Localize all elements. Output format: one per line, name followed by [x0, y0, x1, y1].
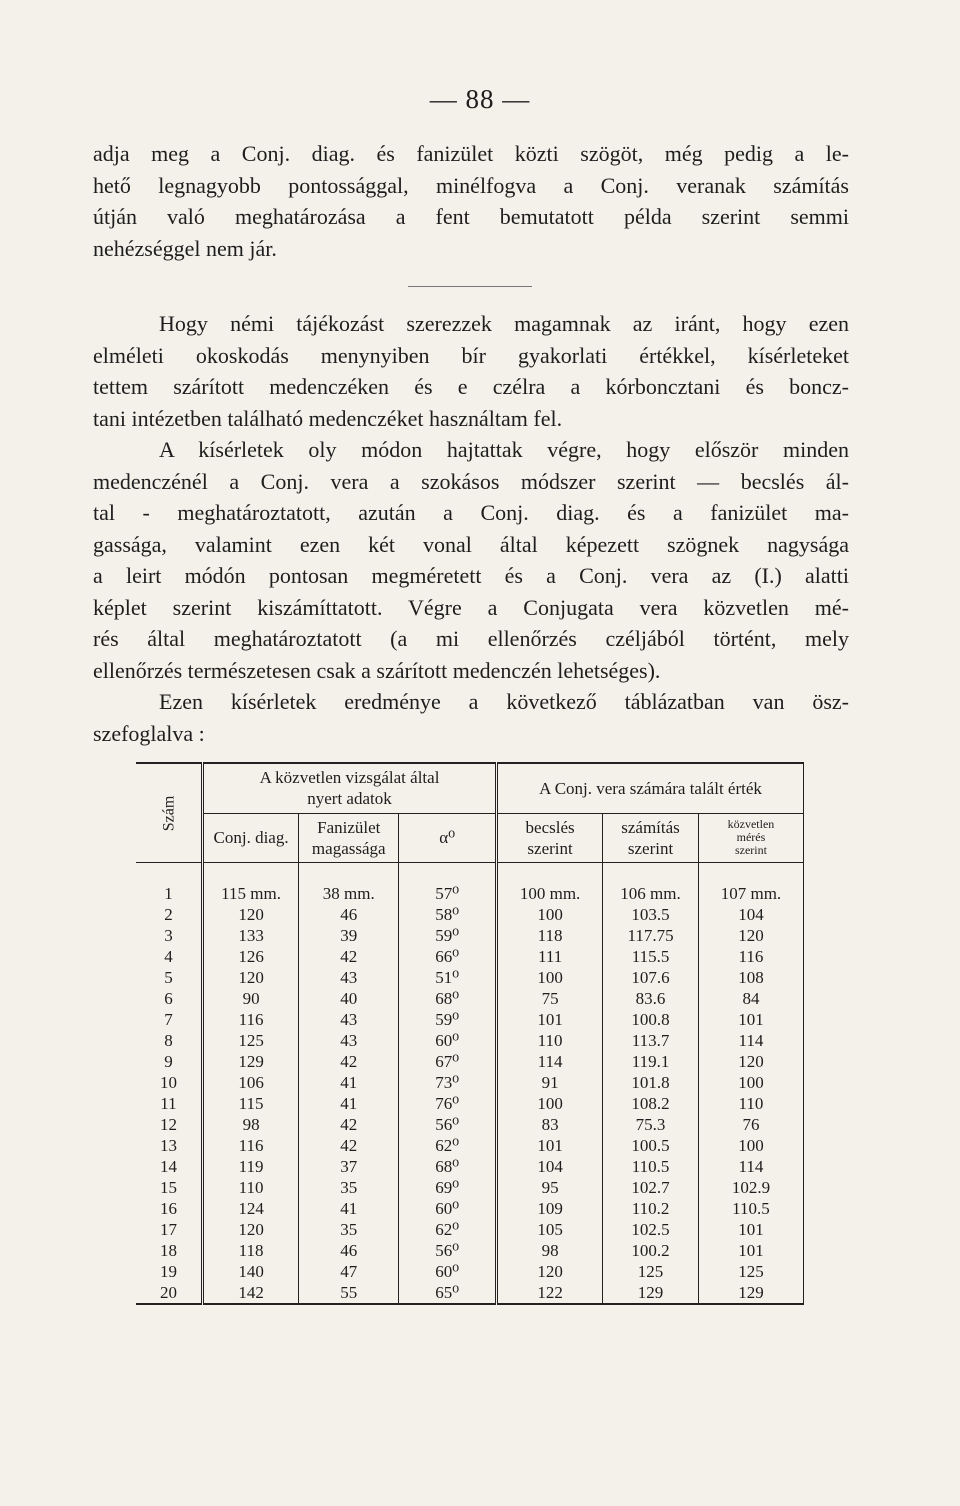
becsles-value: 98 [497, 1240, 603, 1261]
alpha-value: 76⁰ [399, 1093, 497, 1114]
szamitas-value: 115.5 [603, 946, 699, 967]
alpha-value: 67⁰ [399, 1051, 497, 1072]
becsles-value: 110 [497, 1030, 603, 1051]
table-row [136, 1114, 804, 1135]
row-number: 3 [164, 926, 173, 945]
alpha-value: 60⁰ [399, 1030, 497, 1051]
kozvetlen-value: 114 [698, 1156, 803, 1177]
kozvetlen-value: 114 [698, 1030, 803, 1051]
kozvetlen-value: 101 [698, 1009, 803, 1030]
szamitas-value: 102.7 [603, 1177, 699, 1198]
conj-diag-value: 120 [202, 1219, 298, 1240]
row-number: 19 [159, 1262, 177, 1281]
kozvetlen-value: 101 [698, 1219, 803, 1240]
header-conj-diag: Conj. diag. [202, 813, 298, 862]
page-number: — 88 — [429, 84, 531, 114]
alpha-value: 68⁰ [399, 1156, 497, 1177]
table-row [136, 1282, 804, 1304]
fanizulet-value: 43 [299, 1030, 399, 1051]
fanizulet-value: 46 [299, 904, 399, 925]
szamitas-value: 108.2 [603, 1093, 699, 1114]
paragraph-experiments [93, 308, 849, 749]
conj-diag-value: 126 [202, 946, 298, 967]
becsles-value: 104 [497, 1156, 603, 1177]
kozvetlen-value: 100 [698, 1135, 803, 1156]
row-number: 2 [164, 905, 173, 924]
becsles-value: 111 [497, 946, 603, 967]
row-number: 16 [159, 1199, 177, 1218]
section-divider [408, 286, 532, 287]
alpha-value: 60⁰ [399, 1198, 497, 1219]
alpha-value: 59⁰ [399, 925, 497, 946]
table-row [136, 1093, 804, 1114]
fanizulet-value: 47 [299, 1261, 399, 1282]
row-number: 5 [164, 968, 173, 987]
header-szamitas: számítás szerint [603, 813, 699, 862]
fanizulet-value: 35 [299, 1219, 399, 1240]
table-row [136, 1156, 804, 1177]
becsles-value: 114 [497, 1051, 603, 1072]
szamitas-value: 102.5 [603, 1219, 699, 1240]
fanizulet-value: 46 [299, 1240, 399, 1261]
alpha-value: 51⁰ [399, 967, 497, 988]
header-becsles: becslés szerint [497, 813, 603, 862]
kozvetlen-value: 76 [698, 1114, 803, 1135]
table-row [136, 1219, 804, 1240]
text-line: képlet szerint kiszámíttatott. Végre a Conjugata vera közvetlen mé- [93, 594, 849, 620]
text-line: szefoglalva : [93, 720, 205, 746]
conj-diag-value: 119 [202, 1156, 298, 1177]
becsles-value: 101 [497, 1009, 603, 1030]
row-number: 20 [136, 1282, 202, 1304]
szamitas-value: 110.5 [603, 1156, 699, 1177]
szamitas-value: 100.8 [603, 1009, 699, 1030]
row-number: 15 [159, 1178, 177, 1197]
becsles-value: 118 [497, 925, 603, 946]
table-row [136, 1030, 804, 1051]
szamitas-value: 117.75 [603, 925, 699, 946]
text-line: tal - meghatároztatott, azután a Conj. diag. és a fanizület ma- [93, 500, 849, 525]
conj-diag-value: 129 [202, 1051, 298, 1072]
table-row [136, 1240, 804, 1261]
alpha-value: 57⁰ [399, 883, 497, 904]
table-row [136, 904, 804, 925]
header-group-conj-vera: A Conj. vera számára talált érték [497, 763, 804, 813]
alpha-value: 65⁰ [399, 1282, 497, 1304]
becsles-value: 122 [497, 1282, 603, 1304]
conj-diag-value: 116 [202, 1009, 298, 1030]
kozvetlen-value: 120 [698, 925, 803, 946]
fanizulet-value: 41 [299, 1198, 399, 1219]
conj-diag-value: 98 [202, 1114, 298, 1135]
fanizulet-value: 43 [299, 1009, 399, 1030]
szamitas-value: 83.6 [603, 988, 699, 1009]
conj-diag-value: 120 [202, 904, 298, 925]
row-number: 7 [164, 1010, 173, 1029]
text-line: nehézséggel nem jár. [93, 235, 277, 261]
fanizulet-value: 42 [299, 1114, 399, 1135]
text-line: Hogy némi tájékozást szerezzek magamnak az iránt, hogy ezen [159, 311, 849, 336]
kozvetlen-value: 104 [698, 904, 803, 925]
row-number: 8 [164, 1031, 173, 1050]
alpha-value: 62⁰ [399, 1219, 497, 1240]
szamitas-value: 110.2 [603, 1198, 699, 1219]
conj-diag-value: 142 [202, 1282, 298, 1304]
conj-diag-value: 90 [202, 988, 298, 1009]
table-row [136, 967, 804, 988]
szamitas-value: 119.1 [603, 1051, 699, 1072]
row-number: 1 [164, 884, 173, 903]
header-kozvetlen: közvetlen mérés szerint [698, 813, 803, 862]
kozvetlen-value: 110 [698, 1093, 803, 1114]
alpha-value: 56⁰ [399, 1114, 497, 1135]
szamitas-value: 75.3 [603, 1114, 699, 1135]
kozvetlen-value: 100 [698, 1072, 803, 1093]
szamitas-value: 100.5 [603, 1135, 699, 1156]
table-row [136, 1135, 804, 1156]
szamitas-value: 129 [603, 1282, 699, 1304]
table-row [136, 883, 804, 904]
alpha-value: 60⁰ [399, 1261, 497, 1282]
conj-diag-value: 125 [202, 1030, 298, 1051]
becsles-value: 95 [497, 1177, 603, 1198]
header-fanizulet: Fanizület magassága [299, 813, 399, 862]
conj-diag-value: 118 [202, 1240, 298, 1261]
table-row [136, 946, 804, 967]
fanizulet-value: 41 [299, 1093, 399, 1114]
text-line: elméleti okoskodás menynyiben bír gyakorlati értékkel, kísérleteket [93, 342, 849, 368]
text-line: a leirt módón pontosan megméretett és a Conj. vera az (I.) alatti [93, 563, 849, 588]
text-line: Ezen kísérletek eredménye a következő táblázatban van ösz- [159, 689, 849, 714]
kozvetlen-value: 102.9 [698, 1177, 803, 1198]
fanizulet-value: 39 [299, 925, 399, 946]
row-number: 11 [160, 1094, 177, 1113]
kozvetlen-value: 84 [698, 988, 803, 1009]
alpha-value: 66⁰ [399, 946, 497, 967]
fanizulet-value: 38 mm. [299, 883, 399, 904]
kozvetlen-value: 108 [698, 967, 803, 988]
header-szam: Szám [136, 763, 202, 863]
fanizulet-value: 42 [299, 946, 399, 967]
text-line: tettem szárított medenczéken és e czélra a kórboncztani és boncz- [93, 374, 849, 399]
row-number: 14 [159, 1157, 177, 1176]
conj-diag-value: 124 [202, 1198, 298, 1219]
szamitas-value: 125 [603, 1261, 699, 1282]
paragraph-intro [93, 138, 849, 264]
alpha-value: 68⁰ [399, 988, 497, 1009]
row-number: 6 [164, 989, 173, 1008]
conj-diag-value: 116 [202, 1135, 298, 1156]
becsles-value: 109 [497, 1198, 603, 1219]
row-number: 13 [159, 1136, 177, 1155]
fanizulet-value: 41 [299, 1072, 399, 1093]
alpha-value: 59⁰ [399, 1009, 497, 1030]
szamitas-value: 107.6 [603, 967, 699, 988]
row-number: 4 [164, 947, 173, 966]
results-table [136, 762, 804, 1305]
kozvetlen-value: 129 [698, 1282, 803, 1304]
text-line: adja meg a Conj. diag. és fanizület közti szögöt, még pedig a le- [93, 141, 849, 166]
alpha-value: 56⁰ [399, 1240, 497, 1261]
conj-diag-value: 115 [202, 1093, 298, 1114]
becsles-value: 120 [497, 1261, 603, 1282]
conj-diag-value: 106 [202, 1072, 298, 1093]
text-line: ellenőrzés természetesen csak a szárított medenczén lehetséges). [93, 657, 661, 683]
becsles-value: 100 [497, 904, 603, 925]
szamitas-value: 113.7 [603, 1030, 699, 1051]
kozvetlen-value: 120 [698, 1051, 803, 1072]
text-line: rés által meghatároztatott (a mi ellenőrzés czéljából történt, mely [93, 626, 849, 651]
row-number: 10 [159, 1073, 177, 1092]
becsles-value: 100 [497, 967, 603, 988]
conj-diag-value: 110 [202, 1177, 298, 1198]
header-alpha: α⁰ [399, 813, 497, 862]
becsles-value: 75 [497, 988, 603, 1009]
becsles-value: 91 [497, 1072, 603, 1093]
conj-diag-value: 140 [202, 1261, 298, 1282]
table-row [136, 925, 804, 946]
row-number: 17 [159, 1220, 177, 1239]
alpha-value: 69⁰ [399, 1177, 497, 1198]
fanizulet-value: 55 [299, 1282, 399, 1304]
kozvetlen-value: 110.5 [698, 1198, 803, 1219]
conj-diag-value: 133 [202, 925, 298, 946]
table-row [136, 1177, 804, 1198]
kozvetlen-value: 101 [698, 1240, 803, 1261]
text-line: gassága, valamint ezen két vonal által képezett szögnek nagysága [93, 531, 849, 557]
table-row [136, 1261, 804, 1282]
text-line: útján való meghatározása a fent bemutatott példa szerint semmi [93, 204, 849, 229]
conj-diag-value: 120 [202, 967, 298, 988]
fanizulet-value: 42 [299, 1051, 399, 1072]
table-row [136, 1072, 804, 1093]
text-line: A kísérletek oly módon hajtattak végre, hogy először minden [159, 437, 849, 462]
becsles-value: 83 [497, 1114, 603, 1135]
kozvetlen-value: 107 mm. [698, 883, 803, 904]
text-line: tani intézetben található medenczéket használtam fel. [93, 405, 563, 431]
table-row [136, 1051, 804, 1072]
szamitas-value: 103.5 [603, 904, 699, 925]
szamitas-value: 100.2 [603, 1240, 699, 1261]
szamitas-value: 106 mm. [603, 883, 699, 904]
kozvetlen-value: 116 [698, 946, 803, 967]
kozvetlen-value: 125 [698, 1261, 803, 1282]
header-group-direct: A közvetlen vizsgálat által nyert adatok [202, 763, 496, 813]
alpha-value: 58⁰ [399, 904, 497, 925]
becsles-value: 100 [497, 1093, 603, 1114]
row-number: 9 [164, 1052, 173, 1071]
row-number: 12 [159, 1115, 177, 1134]
becsles-value: 105 [497, 1219, 603, 1240]
conj-diag-value: 115 mm. [202, 883, 298, 904]
becsles-value: 101 [497, 1135, 603, 1156]
fanizulet-value: 43 [299, 967, 399, 988]
fanizulet-value: 40 [299, 988, 399, 1009]
alpha-value: 73⁰ [399, 1072, 497, 1093]
text-line: hető legnagyobb pontossággal, minélfogva a Conj. veranak számítás [93, 172, 849, 198]
table-row [136, 1198, 804, 1219]
fanizulet-value: 35 [299, 1177, 399, 1198]
alpha-value: 62⁰ [399, 1135, 497, 1156]
text-line: medenczénél a Conj. vera a szokásos módszer szerint — becslés ál- [93, 468, 849, 494]
fanizulet-value: 42 [299, 1135, 399, 1156]
row-number: 18 [159, 1241, 177, 1260]
szamitas-value: 101.8 [603, 1072, 699, 1093]
fanizulet-value: 37 [299, 1156, 399, 1177]
table-row [136, 988, 804, 1009]
becsles-value: 100 mm. [497, 883, 603, 904]
table-row [136, 1009, 804, 1030]
